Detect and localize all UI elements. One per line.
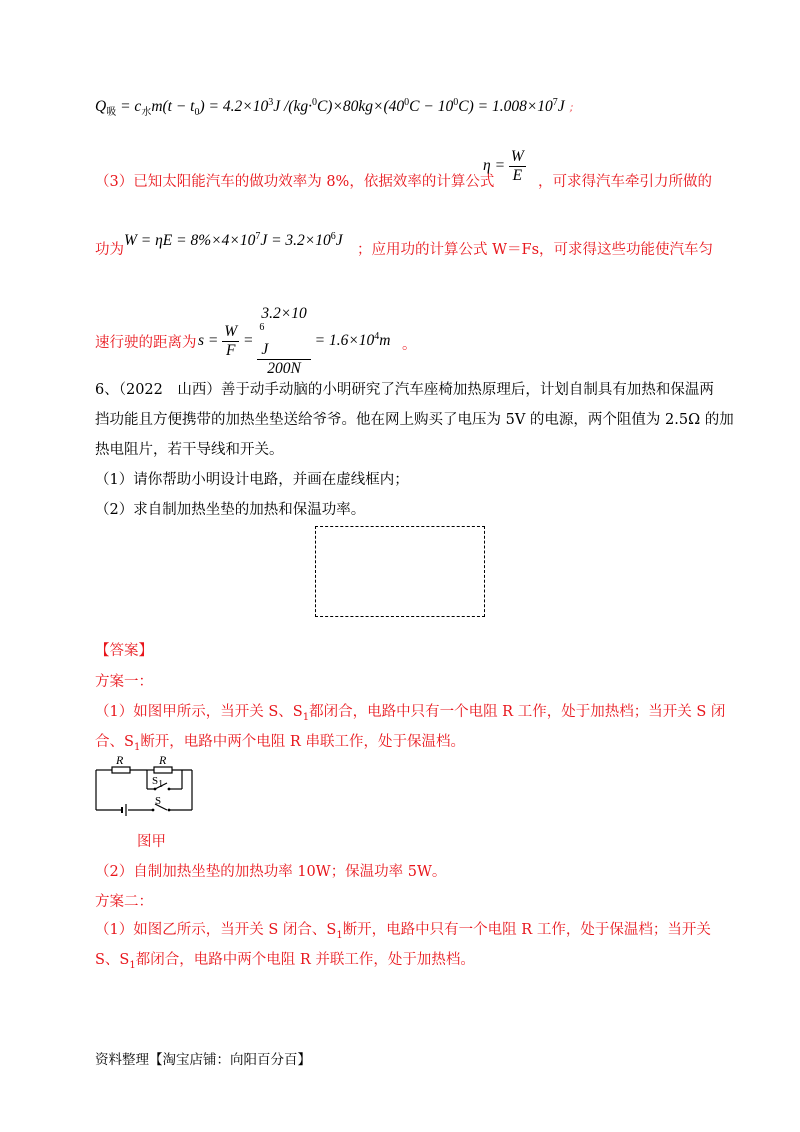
step3-line3: 速行驶的距离为 [95,335,197,351]
heat-formula: $Q_吸 = c_水m(t - t_0) = 4.2\times 10^3J$ $/(kg\cdot^0C)\times 80kg\times(40^0C - 10^0C) = 1.008\times 10^7J$ ； [95,96,579,119]
circuit-diagram-jia [92,755,202,817]
label-r2: R [159,753,167,767]
step3-line2-end: ；应用功的计算公式 W＝Fs，可求得这些功能使汽车匀 [357,242,714,258]
plan2-line1: （1）如图乙所示，当开关 S 闭合、$S_1$断开，电路中只有一个电阻 R 工作，处于保温档；当开关 [95,922,711,941]
distance-formula: s = $\frac{W}{F}$ = 3.2×10 $^6$ J 200N = $1.6\times 10^4m$ [198,305,391,377]
q6-sub1: （1）请你帮助小明设计电路，并画在虚线框内； [95,472,409,488]
answer-header: 【答案】 [95,643,153,659]
plan2-title: 方案二： [95,894,153,910]
efficiency-formula: η = $\frac{W}{E}$ [483,148,524,184]
step3-line1: （3）已知太阳能汽车的做功效率为 8%，依据效率的计算公式 [95,174,495,190]
step3-line1-end: ，可求得汽车牵引力所做的 [538,174,712,190]
step3-period: 。 [402,337,417,353]
q6-sub2: （2）求自制加热坐垫的加热和保温功率。 [95,502,366,518]
q6-line1: 6、（2022 山西）善于动手动脑的小明研究了汽车座椅加热原理后，计划自制具有加热和保温两 [95,382,714,398]
plan2-line2: S、$S_1$都闭合，电路中两个电阻 R 并联工作，处于加热档。 [95,952,475,971]
plan1-title: 方案一： [95,674,153,690]
step3-line2-start: 功为 [95,242,124,258]
design-dashed-box [315,526,485,617]
plan1-line1: （1）如图甲所示，当开关 S、$S_1$都闭合，电路中只有一个电阻 R 工作，处于加热档；当开关 S 闭 [95,704,726,723]
label-s1: $S_1$ [152,775,164,791]
footer-source: 资料整理【淘宝店铺：向阳百分百】 [95,1052,311,1068]
label-s: S [155,795,162,807]
q6-line3: 热电阻片，若干导线和开关。 [95,442,284,458]
plan1-line2: 合、$S_1$断开，电路中两个电阻 R 串联工作，处于保温档。 [95,734,465,753]
q6-line2: 挡功能且方便携带的加热坐垫送给爷爷。他在网上购买了电压为 5V 的电源，两个阻值为 2.5Ω 的加 [95,412,734,428]
plan1-power: （2）自制加热坐垫的加热功率 10W；保温功率 5W。 [95,864,447,880]
figure-caption-jia: 图甲 [137,834,166,850]
work-formula: $W = \eta E = 8\%\times 4\times 10^7J = 3.2\times 10^6J$ [124,230,343,249]
label-r1: R [116,753,124,767]
